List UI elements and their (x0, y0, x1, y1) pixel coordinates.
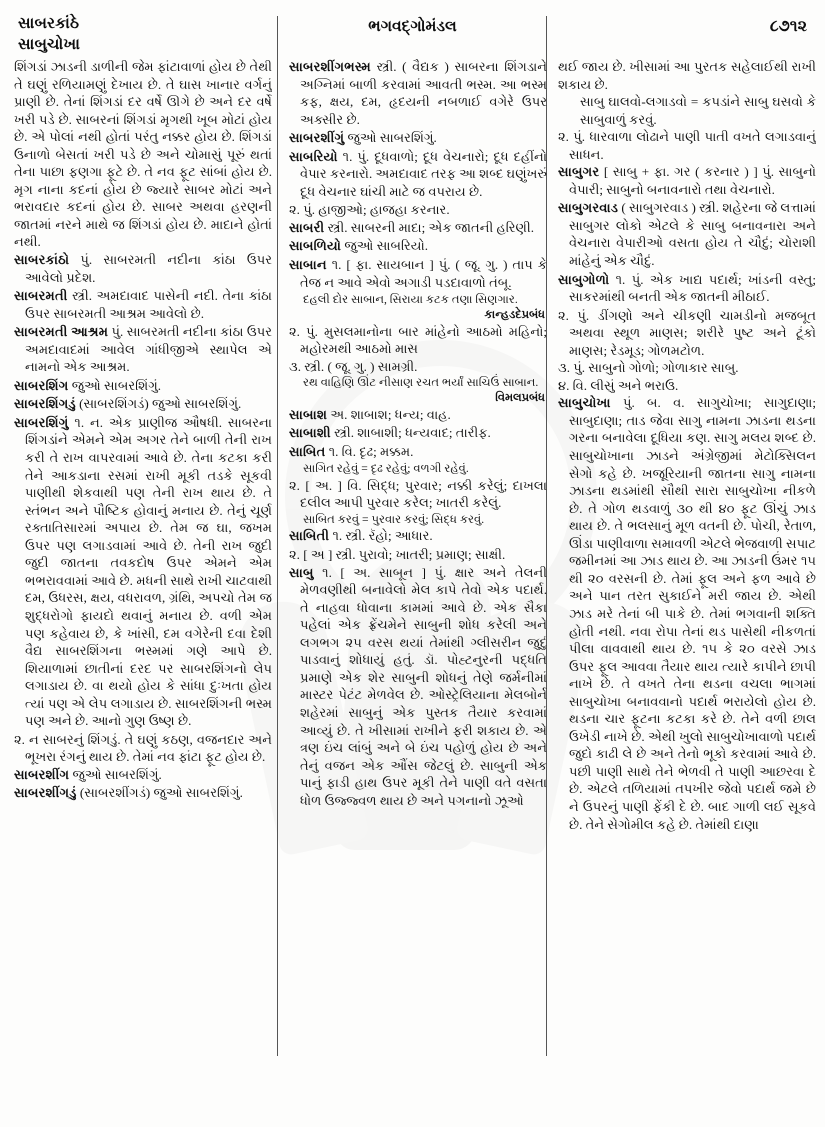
dictionary-entry (289, 406, 547, 424)
entry-definition: જુઓ સાબરશિંગું. (68, 377, 162, 393)
entry-headword: સાબુચોખા (558, 395, 611, 411)
entry-subphrase: સાબુ ઘાલવો-લગાડવો = કપડાંને સાબુ ઘસવો કે સાબુવાળું કરવું. (580, 94, 816, 127)
entry-definition: જુઓ સાબરિયો. (341, 238, 429, 254)
page-number: ૮૭૧૨ (769, 18, 807, 35)
entry-quotation: સાગિત રહેવું = દૃઢ રહેવું; વળગી રહેવું. (303, 462, 469, 476)
dictionary-entry (14, 323, 272, 376)
entry-definition: ( સાબુગરવાડ ) સ્ત્રી. શહેરના જે લત્તામાં સાબુગર લોકો એટલે કે સાબુ બનાવનારા અને વેચનારા વેપારીઓ વસતા હોય તે ચૌદું; ચોરાશી માંહેનું એક ચૌદું. (569, 200, 816, 269)
entry-definition: (સાબરશિંગડં) જુઓ સાબરશિંગું. (75, 396, 242, 412)
entry-definition: અ. શાબાશ; ધન્ય; વાહ. (327, 406, 451, 422)
entry-definition: પું. સાબરમતી નદીના કાંઠા ઉપર આવેલો પ્રદેશ. (25, 252, 272, 285)
entry-headword: સાબુગરવાડ (558, 200, 619, 216)
dictionary-entry (289, 219, 547, 237)
entry-definition: ૧. વિ. દૃઢ; મક્કમ. (325, 443, 414, 459)
dictionary-entry (289, 443, 547, 461)
entry-headword: સાબિત (289, 443, 326, 459)
entry-definition: ૧. સ્ત્રી. રૅહો; આધાર. (329, 528, 433, 544)
dictionary-entry (14, 784, 272, 802)
entry-definition: સ્ત્રી. ( વૈદ્યક ) સાબરના શિંગડાને અગ્નિમાં બાળી કરવામાં આવતી ભસ્મ. આ ભસ્મ કફ, ક્ષય, દમ, હૃદયની નબળાઈ વગેરે ઉપર અક્સીર છે. (300, 59, 547, 127)
entry-headword: સાબુ (289, 564, 314, 580)
column-3 (558, 58, 816, 1120)
running-head-first-word: સાબરકાંઠે (18, 15, 80, 32)
dictionary-entry (14, 377, 272, 395)
dictionary-entry (289, 237, 547, 255)
entry-headword: સાબાશ (289, 406, 328, 422)
entry-definition: ૧. પું. દૂધવાળો; દૂધ વેચનારો; દૂધ દહીંનો વેપાર કરનારો. અમદાવાદ તરફ આ શબ્દ ઘણુંખરું દૂધ વેચનાર ઘાંચી માટે જ વપરાય છે. (300, 148, 547, 199)
dictionary-entry (289, 527, 547, 545)
dictionary-entry (558, 199, 816, 269)
entry-sense: ૨. ન સાબરનું શિંગડું. તે ઘણું કઠણ, વજનદાર અને ભૂખરા રંગનું થાય છે. તેમાં નવ ફાંટા ફૂટ હોય છે. (14, 731, 272, 765)
entry-sense: ૨. પું. મુસલમાનોના બાર માંહેનો આઠમો મહિનો; મહોરમથી આઠમો માસ (289, 323, 547, 357)
entry-sense: ૪. વિ. લીસું અને ભરાઉ. (558, 377, 679, 393)
dictionary-entry (289, 564, 547, 810)
entry-headword: સાબરિયો (289, 148, 338, 164)
entry-definition: સ્ત્રી. સાબરની માદા; એક જાતની હરિણી. (324, 219, 534, 235)
entry-definition: જુઓ સાબરશિંગું. (344, 130, 437, 146)
entry-definition: [ સાબુ + ફા. ગર ( કરનાર ) ] પું. સાબુનો વેપારી; સાબુનો બનાવનારો તથા વેચનારો. (569, 164, 816, 197)
entry-sense: ૨. પું. હાજીઓ; હાજહા કરનાર. (289, 202, 450, 218)
entry-quotation: રથ વાહિણિ ઊંટ નીસાણ રચત ભર્યાં સાચિઉં સાબાન. (303, 376, 539, 390)
entry-headword: સાબુગર (558, 164, 600, 180)
entry-headword: સાબુગોળો (558, 271, 610, 287)
dictionary-entry (289, 256, 547, 291)
entry-headword: સાબિતી (289, 528, 330, 544)
entry-sense: ૨. પું. ડીંગણો અને ચીકણી ચામડીનો મજબૂત અથવા સ્થૂળ માણસ; શરીરે પુષ્ટ અને ટૂંકો માણસ; રેડમૂડ; ગોળમટોળ. (558, 307, 816, 358)
entry-definition: પું. સાબરમતી નદીના કાંઠા ઉપર અમદાવાદમાં આવેલ ગાંધીજીએ સ્થાપેલ એ નામનો એક આશ્રમ. (25, 324, 272, 375)
entry-headword: સાબરમતી (14, 288, 68, 304)
dictionary-entry (14, 287, 272, 322)
book-title: ભગવદ્ગોમંડલ (368, 18, 457, 35)
entry-sense: ૩. પું. સાબુનો ગોળો; ગોળાકાર સાબુ. (558, 360, 739, 376)
dictionary-entry (289, 58, 547, 128)
entry-definition: ૧. [ ફા. સાયબાન ] પું. ( જૂ. ગુ. ) તાપ કે તેજ ન આવે એવો અગાડી પડદાવાળો તંબૂ. (300, 257, 547, 290)
entry-headword: સાબરશીંગું (289, 130, 345, 146)
entry-quotation: દહલી દોર સાબાન, સિરાયા કટક તણા સિણગાર. (303, 293, 518, 307)
dictionary-entry (289, 148, 547, 201)
entry-sense: ૩. સ્ત્રી. ( જૂ. ગુ. ) સામગ્રી. (289, 358, 418, 374)
entry-headword: સાબરમતી આશ્રમ (14, 324, 109, 340)
entry-headword: સાબરશિંગડું (14, 396, 76, 412)
running-head-last-word: સાબુચોખા (18, 35, 81, 53)
entry-definition: પું. બ. વ. સાગુચોખા; સાગુદાણા; સાબુદાણા; તાડ જેવા સાગુ નામના ઝાડના થડના ગરના બનાવેલા દૂધિયા કણ. સાગુ મલય શબ્દ છે. સાબુચોખાના ઝાડને અંગ્રેજીમાં મેટોક્સિલન સેગો કહે છે. ખજૂરિયાની જાતના સાગુ નામના ઝાડના થડમાંથી સૌથી સારા સાબુચોખા નીકળે છે. તે ગોળ થડવાળું ૩૦ થી ૪૦ ફૂટ ઊંચું ઝાડ થાય છે. તે ભલસાનું મૂળ વતની છે. પોચી, રેતાળ, ઊંડા પાણીવાળા સમાવળી એટલે ભેજવાળી સપાટ જમીનમાં આ ઝાડ થાય છે. આ ઝાડની ઉંમર ૧૫ થી ૨૦ વરસની છે. તેમાં ફૂલ અને ફળ આવે છે અને પાન તરત સુકાઈને મરી જાય છે. એથી ઝાડ મરે તેનાં બી પાકે છે. તેમાં ભગવાની શક્તિ હોતી નથી. નવા રોપા તેનાં થડ પાસેથી નીકળતાં પીલા વાવવાથી થાય છે. ૧૫ કે ૨૦ વરસે ઝાડ ઉપર ફૂલ આવવા તૈયાર થાય ત્યારે કાપીને છાપી નાખે છે. તે વખતે તેના થડના વચલા ભાગમાં સાબુચોખા બનાવવાનો પદાર્થ ભરાયેલો હોય છે. થડના ચાર ફૂટના કટકા કરે છે. તેને વળી છાલ ઉખેડી નાખે છે. એથી ખુલો સાબુચોખાવાળો પદાર્થ જુદો કાઢી લે છે અને તેનો ભૂકો કરવામાં આવે છે. પછી પાણી સાથે તેને ભેળવી તે પાણી આછરવા દે છે. એટલે તળિયામાં તપખીર જેવો પદાર્થ જમે છે ને ઉપરનું પાણી ફેંકી દે છે. બાદ ગાળી લઈ સૂકવે છે. તેને સેગોમીલ કહે છે. તેમાંથી દાણા (569, 395, 816, 832)
entry-headword: સાબાન (289, 257, 327, 273)
dictionary-entry (289, 129, 547, 147)
quotation-source: વિમલપ્રબંધ (495, 391, 545, 404)
dictionary-entry (14, 414, 272, 730)
entry-definition: ૧. ન. એક પ્રાણીજ ઔષધી. સાબરના શિંગડાંને એમને એમ અગર તેને બાળી તેની રાખ કરી તે રાખ વાપરવામાં આવે છે. તેના કટકા કરી તેને આકડાના રસમાં રાખી મૂકી તડકે સૂકવી પાણીથી શેકવાથી પણ તેની રાખ થાય છે. તે સ્તંભન અને પૌષ્ટિક હોવાનું મનાય છે. તેનું ચૂર્ણ રક્તાતિસારમાં અપાય છે. તેમ જ ઘા, જખમ ઉપર પણ લગાડવામાં આવે છે. તેની રાખ જુદી જુદી જાતના તવકદોષ ઉપર એમને એમ ભભરાવવામાં આવે છે. મધની સાથે રાખી ચાટવાથી દમ, ઉધરસ, ક્ષય, વધરાવળ, ગ્રંથિ, અપચો તેમ જ શુદ્ધરોગો ફાયદો થવાનું મનાય છે. વળી એમ પણ કહેવાય છે, કે ખાંસી, દમ વગેરેની દવા દેશી વૈદ્ય સાબરશિંગના ભસ્મમાં ગણે આપે છે. શિયાળામાં છાતીનાં દરદ પર સાબરશિંગનો લેપ લગાડાય છે. વા થયો હોય કે સાંધા દુઃખતા હોય ત્યાં પણ એ લેપ લગાડાય છે. સાબરશિંગની ભસ્મ પણ અને છે. આનો ગુણ ઉષ્ણ છે. (25, 414, 272, 729)
entry-sense: ૨. [ અ. ] વિ. સિદ્ધ; પુરવાર; નક્કી કરેલું; દાખલા દલીલ આપી પુરવાર કરેલ; ખાતરી કરેલું. (289, 477, 547, 511)
entry-quotation: સાબિત કરવું = પુરવાર કરવું; સિદ્ધ કરવું. (303, 512, 485, 526)
quotation-source: કાન્હડદેપ્રબંધ (484, 308, 545, 321)
running-head (0, 0, 825, 60)
entry-sense: ૨. [ અ ] સ્ત્રી. પુરાવો; ખાતરી; પ્રમાણ; સાક્ષી. (289, 547, 506, 563)
entry-headword: સાબળિયો (289, 238, 342, 254)
entry-headword: સાબરશીંગ (14, 766, 70, 782)
entry-definition: (સાબરશીંગડં) જુઓ સાબરશિંગું. (76, 785, 243, 801)
dictionary-entry (289, 424, 547, 442)
dictionary-entry (14, 766, 272, 784)
dictionary-entry (14, 395, 272, 413)
entry-headword: સાબરકાંઠો (14, 252, 70, 268)
entry-headword: સાબરશિંગ (14, 377, 69, 393)
entry-definition: જુઓ સાબરશિંગું. (69, 766, 162, 782)
dictionary-entry (558, 394, 816, 833)
entry-definition: સ્ત્રી. અમદાવાદ પાસેની નદી. તેના કાંઠા ઉપર સાબરમતી આશ્રમ આવેલો છે. (25, 288, 272, 321)
entry-headword: સાબરી (289, 219, 325, 235)
entry-sense: ૨. પું. ધારવાળા લોઢાને પાણી પાતી વખતે લગાડવાનું સાધન. (558, 129, 816, 162)
entry-headword: સાબરશીંગભસ્મ (289, 59, 371, 74)
entry-headword: સાબરશીંગડું (14, 785, 77, 801)
column-1 (14, 58, 272, 1120)
entry-headword: સાબરશિંગું (14, 414, 69, 430)
entry-definition: સ્ત્રી. શાબાશી; ધન્યવાદ; તારીફ. (330, 425, 491, 441)
dictionary-entry (558, 271, 816, 306)
dictionary-entry (558, 163, 816, 198)
continued-text: શિંગડાં ઝાડની ડાળીની જેમ ફાંટાવાળાં હોય છે તેથી તે ઘણું રળિયામણું દેખાય છે. તે ઘાસ ખાનાર વર્ગનું પ્રાણી છે. તેનાં શિંગડાં દર વર્ષે ઊગે છે અને દર વર્ષે ખરી પડે છે. સાબરનાં શિંગડાં મૃગથી ખૂબ મોટાં હોય છે. એ પોલાં નથી હોતાં પરંતુ નક્કર હોય છે. શિંગડાં ઉનાળો બેસતાં ખરી પડે છે અને ચોમાસું પૂરું થતાં તેના પાછા ફણગા ફૂટે છે. તે નવ ફૂટ સાંબાં હોય છે. મૃગ નાના કદનાં હોય છે જ્યારે સાબર મોટાં અને ભરાવદાર કદનાં હોય છે. સાબર અથવા હરણની જાતમાં નરને માથે જ શિંગડાં હોય છે. માદાને હોતાં નથી. (14, 59, 272, 250)
continued-text: થઈ જાય છે. ખીસામાં આ પુરતક સહેલાઈથી રાખી શકાય છે. (558, 59, 816, 92)
columns-container (0, 58, 825, 1120)
entry-definition: ૧. પું. એક ખાદ્ય પદાર્થ; ખાંડની વસ્તુ; સાકરમાંથી બનતી એક જાતની મીઠાઈ. (569, 271, 816, 305)
entry-headword: સાબાશી (289, 425, 331, 441)
column-2 (289, 58, 547, 1120)
entry-definition: ૧. [ અ. સાબૂન ] પું. ક્ષાર અને તેલની મેળવણીથી બનાવેલો મેલ કાપે તેવો એક પદાર્થ. તે નાહવા ધોવાના કામમાં આવે છે. એક સૈકા પહેલાં એક ફ્રેંચમેને સાબુની શોધ કરેલી અને લગભગ ૨૫ વરસ થયાં તેમાંથી ગ્લીસરીન જુદું પાડવાનું શોધાયું હતું. ડૉ. પોહ્ટનુરની પદ્ધતિ પ્રમાણે એક શેર સાબુની શોધનું તેણે જર્મનીમાં માસ્ટર પેટંટ મેળવેલ છે. ઓસ્ટ્રેલિયાના મેલબોર્ન શહેરમાં સાબુનું એક પુસ્તક તૈયાર કરવામાં આવ્યું છે. તે ખીસામાં રાખીને ફરી શકાય છે. એ ત્રણ ઇંચ લાંબું અને બે ઇંચ પહોળું હોય છે અને તેનું વજન એક ઔંસ જેટલું છે. સાબુની એક પાનું ફાડી હાથ ઉપર મૂકી તેને પાણી વતે વસતા ધોળ ઉજ્જ્વળ થાય છે અને પગનાનો ઝૂઓ (300, 564, 547, 808)
dictionary-entry (14, 251, 272, 286)
